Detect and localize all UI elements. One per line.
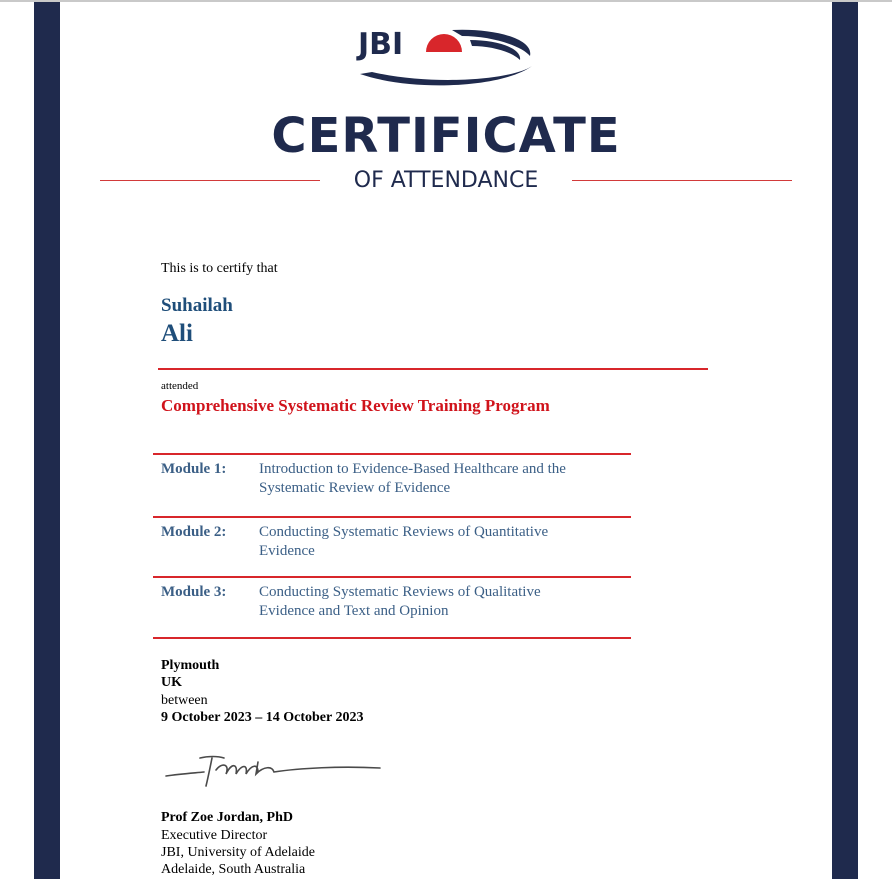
module-3-title-line-2: Evidence and Text and Opinion: [259, 603, 449, 619]
certify-intro: This is to certify that: [161, 261, 278, 276]
module-3-title: [259, 583, 619, 621]
module-divider: [153, 453, 631, 455]
module-2-title: [259, 523, 619, 561]
subtitle-row: [100, 166, 792, 196]
module-2-title-line-2: Evidence: [259, 543, 315, 559]
between-label: between: [161, 693, 208, 708]
module-1-title-line-2: Systematic Review of Evidence: [259, 480, 451, 496]
module-2-title-line-1: Conducting Systematic Reviews of Quantitative: [259, 524, 549, 540]
module-2-label: Module 2:: [161, 524, 227, 540]
module-divider: [153, 516, 631, 518]
location-country: UK: [161, 675, 182, 690]
certificate-title: CERTIFICATE: [271, 108, 621, 164]
recipient-first-name: Suhailah: [161, 295, 233, 316]
module-3-label: Module 3:: [161, 584, 227, 600]
certificate-subtitle: OF ATTENDANCE: [353, 168, 539, 193]
module-divider: [153, 576, 631, 578]
module-divider: [153, 637, 631, 639]
attendance-dates: 9 October 2023 – 14 October 2023: [161, 710, 364, 725]
signatory-role: Executive Director: [161, 828, 268, 843]
signatory-place: Adelaide, South Australia: [161, 862, 306, 877]
signatory-name: Prof Zoe Jordan, PhD: [161, 810, 293, 825]
attended-label: attended: [161, 380, 199, 392]
module-1-title-line-1: Introduction to Evidence-Based Healthcare and the: [259, 461, 566, 477]
logo-text: JBI: [358, 27, 404, 62]
jbi-logo: [352, 22, 542, 92]
subtitle-divider-right: [572, 180, 792, 181]
module-1-label: Module 1:: [161, 461, 227, 477]
signatory-organisation: JBI, University of Adelaide: [161, 845, 315, 860]
module-1-title: [259, 460, 619, 498]
red-dome-icon: [426, 34, 462, 52]
module-3-title-line-1: Conducting Systematic Reviews of Qualitative: [259, 584, 541, 600]
signature-image: [160, 748, 385, 793]
location-city: Plymouth: [161, 658, 220, 673]
program-title: Comprehensive Systematic Review Training Program: [161, 396, 550, 415]
name-divider: [158, 368, 708, 370]
recipient-last-name: Ali: [161, 320, 193, 347]
subtitle-divider-left: [100, 180, 320, 181]
top-rule: [0, 0, 892, 2]
